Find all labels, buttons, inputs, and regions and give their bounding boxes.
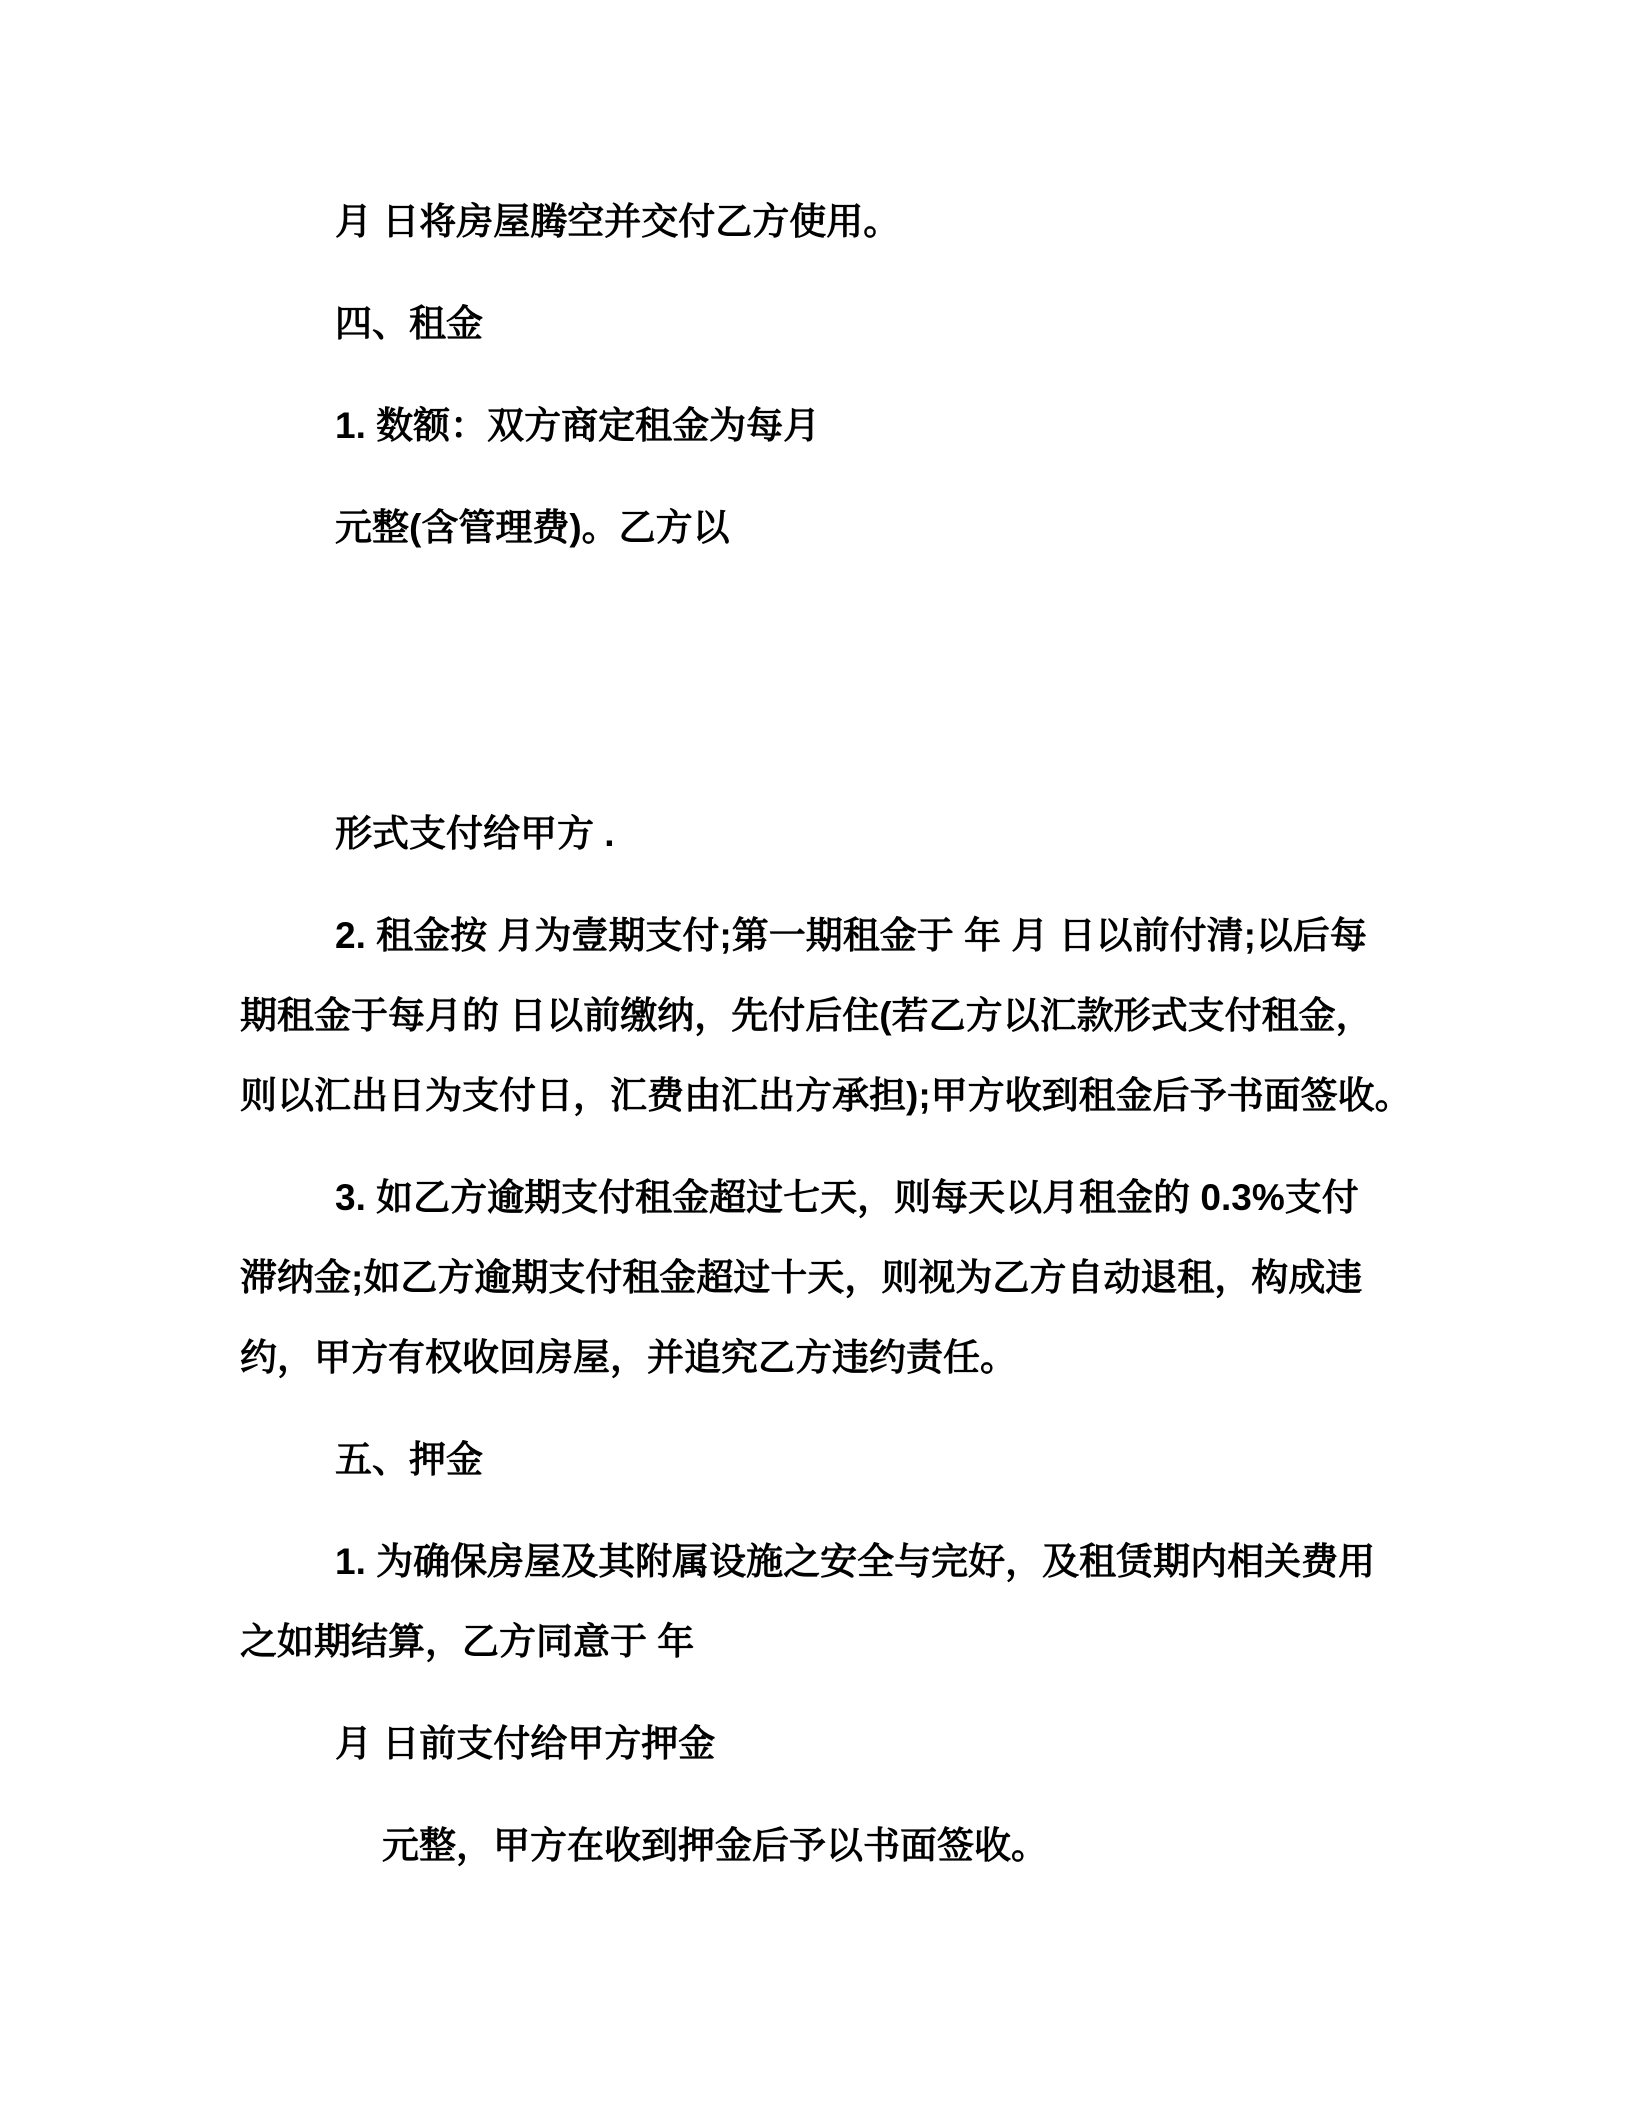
clause-late-payment-penalty <box>240 1158 1415 1398</box>
clause-rent-amount <box>240 386 1415 466</box>
text-line: 约，甲方有权收回房屋，并追究乙方违约责任。 <box>240 1337 1017 1378</box>
heading-section-4-rent <box>240 284 1415 364</box>
clause-deposit-receipt-continuation <box>240 1806 1415 1886</box>
text-line: 之如期结算，乙方同意于 年 <box>240 1621 695 1662</box>
text-line: 3. 如乙方逾期支付租金超过七天，则每天以月租金的 0.3%支付 <box>335 1177 1359 1218</box>
text-line: 形式支付给甲方 . <box>335 813 615 854</box>
text-line: 月 日前支付给甲方押金 <box>335 1723 716 1764</box>
text-line: 1. 数额：双方商定租金为每月 <box>335 405 821 446</box>
text-line: 五、押金 <box>335 1439 483 1480</box>
clause-deposit-purpose <box>240 1522 1415 1682</box>
clause-payment-form-continuation <box>240 794 1415 874</box>
document-body <box>240 182 1415 1886</box>
heading-section-5-deposit <box>240 1420 1415 1500</box>
clause-rent-amount-continuation <box>240 488 1415 568</box>
text-line: 期租金于每月的 日以前缴纳，先付后住(若乙方以汇款形式支付租金， <box>240 995 1373 1036</box>
text-line: 月 日将房屋腾空并交付乙方使用。 <box>335 201 901 242</box>
text-line: 2. 租金按 月为壹期支付;第一期租金于 年 月 日以前付清;以后每 <box>335 915 1367 956</box>
text-line: 1. 为确保房屋及其附属设施之安全与完好，及租赁期内相关费用 <box>335 1541 1376 1582</box>
text-line: 元整，甲方在收到押金后予以书面签收。 <box>382 1825 1048 1866</box>
clause-deposit-date-continuation <box>240 1704 1415 1784</box>
clause-rent-payment-schedule <box>240 896 1415 1136</box>
text-line: 元整(含管理费)。乙方以 <box>335 507 730 548</box>
text-line: 四、租金 <box>335 303 483 344</box>
clause-handover-continuation <box>240 182 1415 262</box>
text-line: 滞纳金;如乙方逾期支付租金超过十天，则视为乙方自动退租，构成违 <box>240 1257 1363 1298</box>
text-line: 则以汇出日为支付日，汇费由汇出方承担);甲方收到租金后予书面签收。 <box>240 1075 1412 1116</box>
